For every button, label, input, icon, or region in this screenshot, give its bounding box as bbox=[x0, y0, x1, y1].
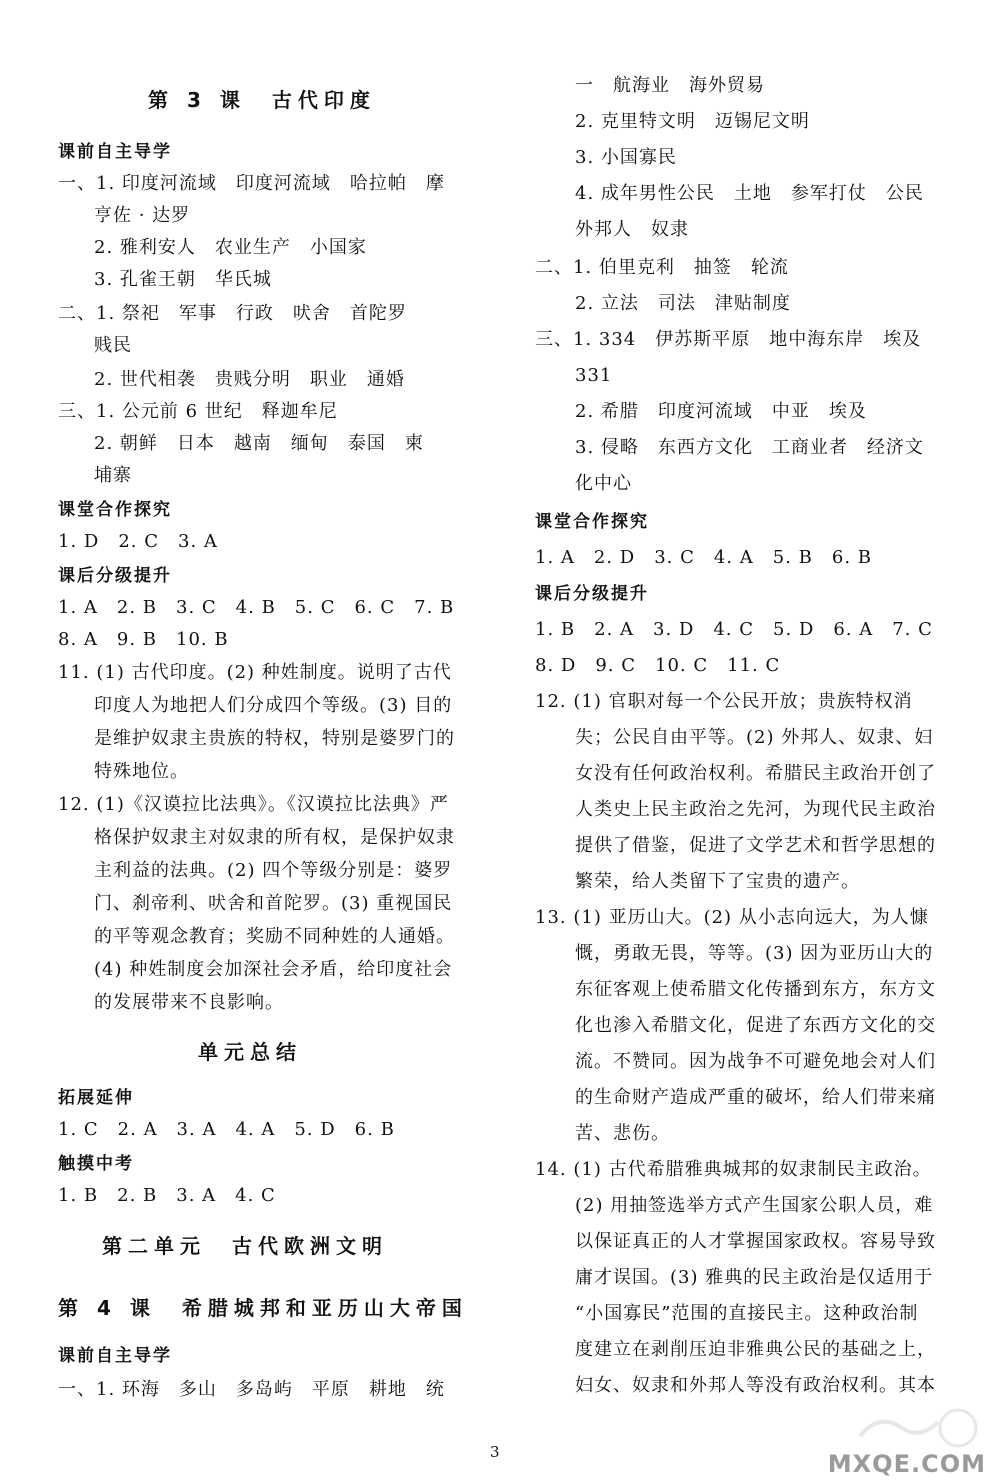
answer-line: 特殊地位。 bbox=[94, 761, 189, 782]
answer-line: 化中心 bbox=[575, 473, 632, 494]
watermark-text: MXQE.COM bbox=[827, 1450, 986, 1478]
section-heading: 课后分级提升 bbox=[58, 566, 172, 586]
section-heading: 课后分级提升 bbox=[535, 584, 649, 604]
section-title: 第 3 课 古代印度 bbox=[148, 88, 376, 112]
answer-line: 2. 世代相袭 贵贱分明 职业 通婚 bbox=[94, 369, 405, 390]
answer-line: 2. 立法 司法 津贴制度 bbox=[575, 293, 791, 314]
answer-line: 2. 朝鲜 日本 越南 缅甸 泰国 柬 bbox=[94, 433, 424, 454]
answer-line: 失；公民自由平等。(2) 外邦人、奴隶、妇 bbox=[575, 727, 934, 748]
answer-line: 1. B 2. A 3. D 4. C 5. D 6. A 7. C bbox=[535, 619, 933, 640]
answer-line: 2. 克里特文明 迈锡尼文明 bbox=[575, 111, 810, 132]
answer-line: 三、1. 公元前 6 世纪 释迦牟尼 bbox=[58, 401, 338, 422]
answer-line: 2. 雅利安人 农业生产 小国家 bbox=[94, 237, 367, 258]
answer-line: 4. 成年男性公民 土地 参军打仗 公民 bbox=[575, 183, 924, 204]
answer-line: 女没有任何政治权利。希腊民主政治开创了 bbox=[575, 763, 936, 784]
answer-line: 的平等观念教育；奖励不同种姓的人通婚。 bbox=[94, 926, 455, 947]
answer-line: 14. (1) 古代希腊雅典城邦的奴隶制民主政治。 bbox=[535, 1159, 932, 1180]
answer-line: 繁荣，给人类留下了宝贵的遗产。 bbox=[575, 871, 860, 892]
section-heading: 拓展延伸 bbox=[58, 1088, 134, 1108]
answer-line: 妇女、奴隶和外邦人等没有政治权利。其本 bbox=[575, 1375, 936, 1396]
answer-line: 庸才误国。(3) 雅典的民主政治是仅适用于 bbox=[575, 1267, 934, 1288]
answer-line: 8. D 9. C 10. C 11. C bbox=[535, 655, 781, 676]
section-heading: 课前自主导学 bbox=[58, 142, 172, 162]
answer-line: 主利益的法典。(2) 四个等级分别是：婆罗 bbox=[94, 860, 453, 881]
answer-line: 二、1. 祭祀 军事 行政 吠舍 首陀罗 bbox=[58, 303, 407, 324]
section-heading: 课堂合作探究 bbox=[535, 512, 649, 532]
answer-line: 1. B 2. B 3. A 4. C bbox=[58, 1185, 276, 1206]
answer-line: 11. (1) 古代印度。(2) 种姓制度。说明了古代 bbox=[58, 662, 452, 683]
answer-line: 二、1. 伯里克利 抽签 轮流 bbox=[535, 257, 789, 278]
section-heading: 课前自主导学 bbox=[58, 1346, 172, 1366]
answer-line: 一、1. 印度河流域 印度河流域 哈拉帕 摩 bbox=[58, 173, 445, 194]
answer-line: “小国寡民”范围的直接民主。这种政治制 bbox=[575, 1303, 919, 1324]
section-title: 单元总结 bbox=[198, 1040, 302, 1064]
answer-line: 3. 侵略 东西方文化 工商业者 经济文 bbox=[575, 437, 924, 458]
answer-line: 提供了借鉴，促进了文学艺术和哲学思想的 bbox=[575, 835, 936, 856]
section-title: 第二单元 古代欧洲文明 bbox=[102, 1234, 388, 1258]
answer-line: 1. A 2. D 3. C 4. A 5. B 6. B bbox=[535, 547, 873, 568]
answer-line: 2. 希腊 印度河流域 中亚 埃及 bbox=[575, 401, 867, 422]
section-title: 第 4 课 希腊城邦和亚历山大帝国 bbox=[58, 1296, 468, 1320]
answer-line: (4) 种姓制度会加深社会矛盾，给印度社会 bbox=[94, 959, 453, 980]
page-number: 3 bbox=[490, 1443, 500, 1461]
answer-line: 1. D 2. C 3. A bbox=[58, 531, 218, 552]
answer-line: 三、1. 334 伊苏斯平原 地中海东岸 埃及 bbox=[535, 329, 922, 350]
answer-line: 一 航海业 海外贸易 bbox=[575, 75, 765, 96]
answer-line: 埔寨 bbox=[94, 465, 132, 486]
answer-line: 化也渗入希腊文化，促进了东西方文化的交 bbox=[575, 1015, 936, 1036]
answer-line: 12. (1)《汉谟拉比法典》。《汉谟拉比法典》严 bbox=[58, 794, 449, 815]
answer-line: 是维护奴隶主贵族的特权，特别是婆罗门的 bbox=[94, 728, 455, 749]
answer-line: 流。不赞同。因为战争不可避免地会对人们 bbox=[575, 1051, 936, 1072]
answer-line: 3. 小国寡民 bbox=[575, 147, 677, 168]
answer-line: 外邦人 奴隶 bbox=[575, 219, 689, 240]
answer-line: 一、1. 环海 多山 多岛屿 平原 耕地 统 bbox=[58, 1379, 445, 1400]
answer-line: 门、刹帝利、吠舍和首陀罗。(3) 重视国民 bbox=[94, 893, 453, 914]
section-heading: 触摸中考 bbox=[58, 1154, 134, 1174]
answer-line: 亨佐 · 达罗 bbox=[94, 205, 191, 226]
answer-line: 人类史上民主政治之先河，为现代民主政治 bbox=[575, 799, 936, 820]
answer-line: 13. (1) 亚历山大。(2) 从小志向远大，为人慷 bbox=[535, 907, 929, 928]
answer-line: 以保证真正的人才掌握国家政权。容易导致 bbox=[575, 1231, 936, 1252]
answer-line: 12. (1) 官职对每一个公民开放；贵族特权消 bbox=[535, 691, 913, 712]
answer-line: (2) 用抽签选举方式产生国家公职人员，难 bbox=[575, 1195, 934, 1216]
answer-line: 1. C 2. A 3. A 4. A 5. D 6. B bbox=[58, 1119, 395, 1140]
answer-line: 的发展带来不良影响。 bbox=[94, 992, 284, 1013]
answer-line: 印度人为地把人们分成四个等级。(3) 目的 bbox=[94, 695, 453, 716]
answer-line: 的生命财产造成严重的破坏，给人们带来痛 bbox=[575, 1087, 936, 1108]
answer-line: 度建立在剥削压迫非雅典公民的基础之上， bbox=[575, 1339, 936, 1360]
answer-line: 1. A 2. B 3. C 4. B 5. C 6. C 7. B bbox=[58, 597, 455, 618]
answer-line: 8. A 9. B 10. B bbox=[58, 629, 229, 650]
answer-line: 东征客观上使希腊文化传播到东方，东方文 bbox=[575, 979, 936, 1000]
answer-line: 331 bbox=[575, 365, 613, 386]
answer-line: 慨，勇敢无畏，等等。(3) 因为亚历山大的 bbox=[575, 943, 934, 964]
answer-line: 3. 孔雀王朝 华氏城 bbox=[94, 269, 272, 290]
answer-line: 贱民 bbox=[94, 335, 132, 356]
answer-line: 苦、悲伤。 bbox=[575, 1123, 670, 1144]
section-heading: 课堂合作探究 bbox=[58, 500, 172, 520]
answer-line: 格保护奴隶主对奴隶的所有权，是保护奴隶 bbox=[94, 827, 455, 848]
